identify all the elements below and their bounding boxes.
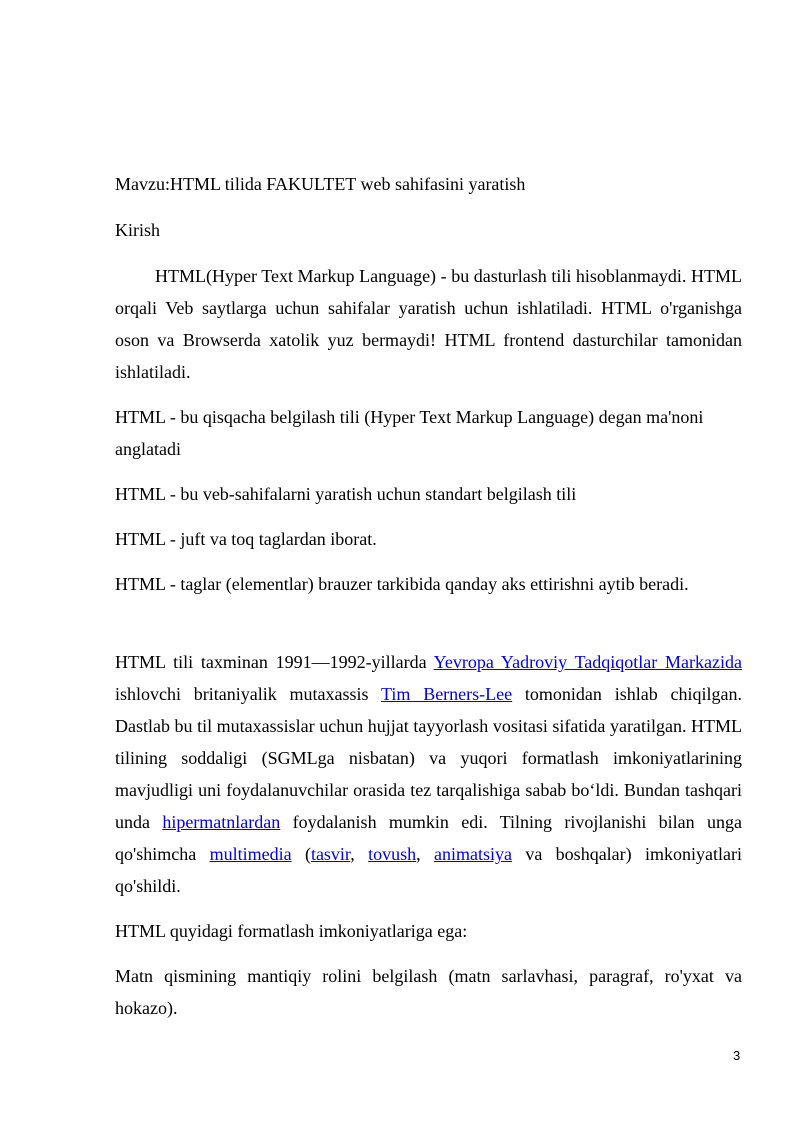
formatting-heading: HTML quyidagi formatlash imkoniyatlariga ega: bbox=[115, 921, 468, 941]
document-page bbox=[115, 168, 742, 1024]
link-cern[interactable]: Yevropa Yadroviy Tadqiqotlar Markazida bbox=[433, 652, 742, 672]
history-text-8: va boshqalar) imkoniyatlari qo'shildi. bbox=[115, 844, 743, 896]
link-sound[interactable]: tovush bbox=[368, 844, 417, 864]
link-animation[interactable]: animatsiya bbox=[433, 844, 512, 864]
history-text-1: HTML tili taxminan 1991—1992-yillarda bbox=[115, 652, 434, 672]
page-number: 3 bbox=[733, 1048, 741, 1063]
link-image[interactable]: tasvir bbox=[310, 844, 351, 864]
definition-paragraph-1: HTML - bu qisqacha belgilash tili (Hyper Text Markup Language) degan ma'noni anglatadi bbox=[115, 407, 704, 459]
link-tim-berners-lee[interactable]: Tim Berners-Lee bbox=[381, 684, 513, 704]
history-text-7: , bbox=[416, 844, 434, 864]
definition-paragraph-4: HTML - taglar (elementlar) brauzer tarkibida qanday aks ettirishni aytib beradi. bbox=[115, 574, 689, 594]
history-text-4: foydalanish mumkin edi. Tilning rivojlanishi bilan unga qo'shimcha bbox=[115, 812, 742, 864]
intro-heading: Kirish bbox=[115, 220, 160, 240]
history-paragraph bbox=[115, 646, 742, 902]
definition-paragraph-3: HTML - juft va toq taglardan iborat. bbox=[115, 529, 377, 549]
link-hypertext[interactable]: hipermatnlardan bbox=[162, 812, 281, 832]
document-title: Mavzu:HTML tilida FAKULTET web sahifasini yaratish bbox=[115, 174, 526, 194]
definition-paragraph-2: HTML - bu veb-sahifalarni yaratish uchun standart belgilash tili bbox=[115, 484, 577, 504]
history-text-6: , bbox=[350, 844, 369, 864]
link-multimedia[interactable]: multimedia bbox=[209, 844, 292, 864]
history-text-3: tomonidan ishlab chiqilgan. Dastlab bu til mutaxassislar uchun hujjat tayyorlash vositasi sifatida yaratilgan. HTML tilining soddaligi (SGMLga nisbatan) va yuqori formatlash imkoniyatlarining mavjudligi uni foydalanuvchilar orasida tez tarqalishiga sabab bo‘ldi. Bundan tashqari unda bbox=[115, 684, 742, 832]
formatting-item-1: Matn qismining mantiqiy rolini belgilash (matn sarlavhasi, paragraf, ro'yxat va hokazo). bbox=[115, 966, 742, 1018]
history-text-5: ( bbox=[291, 844, 311, 864]
intro-paragraph: HTML(Hyper Text Markup Language) - bu dasturlash tili hisoblanmaydi. HTML orqali Veb saytlarga uchun sahifalar yaratish uchun ishlatiladi. HTML o'rganishga oson va Browserda xatolik yuz bermaydi! HTML frontend dasturchilar tamonidan ishlatiladi. bbox=[115, 266, 742, 382]
history-text-2: ishlovchi britaniyalik mutaxassis bbox=[115, 684, 382, 704]
